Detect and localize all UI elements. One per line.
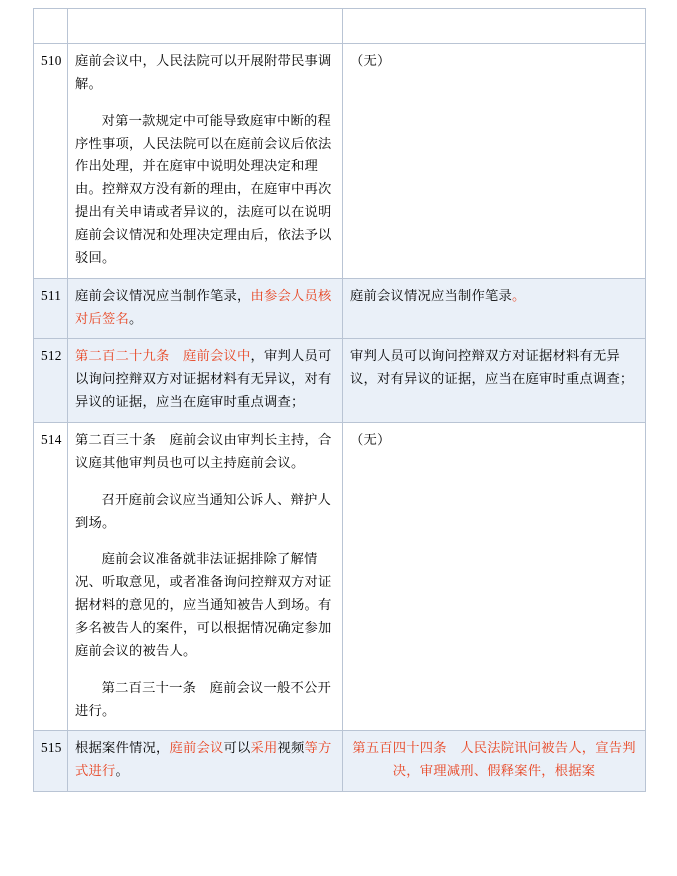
row-number-514: 514 <box>34 423 68 731</box>
table-row <box>34 278 646 339</box>
cell-left-514 <box>68 423 343 731</box>
table-body <box>34 9 646 792</box>
paragraph: （无） <box>350 432 391 448</box>
text-run: ，审判人员可以询问控辩双方对证据材料有无异议，对有异议的证据，应当在庭审时重点调查； <box>75 348 332 410</box>
text-run: 根据案件情况， <box>75 740 170 756</box>
cell-left-515 <box>68 731 343 792</box>
row-number-515: 515 <box>34 731 68 792</box>
text-run: 视频 <box>277 740 305 756</box>
cell-right <box>343 9 646 44</box>
paragraph: 庭前会议准备就非法证据排除了解情况、听取意见，或者准备询问控辩双方对证据材料的意见的，应当通知被告人到场。有多名被告人的案件，可以根据情况确定参加庭前会议的被告人。 <box>75 551 332 658</box>
text-run: 。 <box>115 763 129 779</box>
table-row <box>34 731 646 792</box>
text-run: 。 <box>129 310 143 326</box>
text-run-revised: 采用 <box>250 740 278 756</box>
cell-right-512 <box>343 339 646 423</box>
table-row <box>34 44 646 279</box>
text-run: 庭前会议情况应当制作笔录， <box>75 287 251 303</box>
paragraph: 庭前会议中，人民法院可以开展附带民事调解。 <box>75 53 332 91</box>
paragraph-revised: 第五百四十四条 人民法院讯问被告人，宣告判决，审理减刑、假释案件，根据案 <box>352 740 636 779</box>
cell-right-515 <box>343 731 646 792</box>
comparison-table <box>33 8 646 792</box>
row-number-510: 510 <box>34 44 68 279</box>
text-run-revised: 。 <box>511 287 526 303</box>
text-run-revised: 由参会人员核对后签名 <box>75 287 332 326</box>
row-number-512: 512 <box>34 339 68 423</box>
cell-left-511 <box>68 278 343 339</box>
text-run: 庭前会议情况应当制作笔录 <box>350 287 512 303</box>
paragraph <box>75 345 335 414</box>
cell-right-510 <box>343 44 646 279</box>
paragraph <box>75 737 335 783</box>
paragraph: 第二百三十一条 庭前会议一般不公开进行。 <box>75 679 332 718</box>
cell-right-514 <box>343 423 646 731</box>
text-run: 可以 <box>223 740 251 756</box>
paragraph <box>350 285 638 308</box>
table-row <box>34 339 646 423</box>
paragraph: 第二百三十条 庭前会议由审判长主持，合议庭其他审判员也可以主持庭前会议。 <box>75 432 332 470</box>
cell-left <box>68 9 343 44</box>
cell-left-512 <box>68 339 343 423</box>
paragraph: 对第一款规定中可能导致庭审中断的程序性事项，人民法院可以在庭前会议后依法作出处理，并在庭审中说明处理决定和理由。控辩双方没有新的理由，在庭审中再次提出有关申请或者异议的，法庭可以在说明庭前会议情况和处理决定理由后，依法予以驳回。 <box>75 112 332 265</box>
paragraph: 召开庭前会议应当通知公诉人、辩护人到场。 <box>75 491 332 530</box>
cell-left-510 <box>68 44 343 279</box>
paragraph <box>75 285 335 331</box>
row-number-511: 511 <box>34 278 68 339</box>
text-run-revised: 庭前会议 <box>169 740 224 756</box>
cell-number <box>34 9 68 44</box>
paragraph: 审判人员可以询问控辩双方对证据材料有无异议，对有异议的证据，应当在庭审时重点调查； <box>350 348 634 387</box>
cell-right-511 <box>343 278 646 339</box>
text-run-revised: 等方式进行 <box>75 740 332 779</box>
table-row-spacer <box>34 9 646 44</box>
text-run-revised: 第二百二十九条 庭前会议中 <box>75 348 251 364</box>
table-row <box>34 423 646 731</box>
paragraph: （无） <box>350 53 391 68</box>
